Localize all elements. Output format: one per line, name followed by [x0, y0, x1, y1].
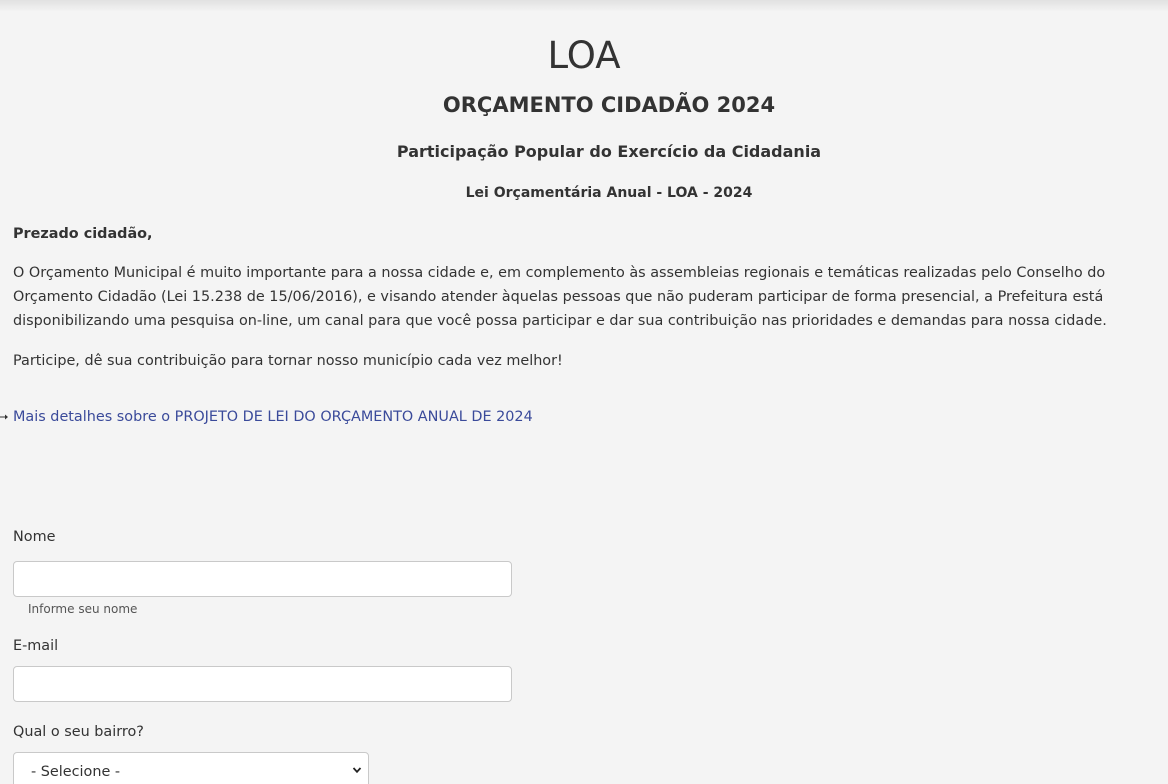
chevron-down-icon — [352, 765, 362, 775]
page-subtitle-participation: Participação Popular do Exercício da Cidadania — [396, 142, 822, 161]
email-input[interactable] — [13, 666, 512, 702]
link-arrow-icon — [0, 414, 8, 420]
page-subtitle: ORÇAMENTO CIDADÃO 2024 — [442, 93, 776, 117]
call-to-action-text: Participe, dê sua contribuição para tornar nosso município cada vez melhor! — [13, 353, 563, 369]
email-label: E-mail — [13, 638, 59, 654]
page-subtitle-law: Lei Orçamentária Anual - LOA - 2024 — [465, 185, 753, 201]
top-shadow — [0, 0, 1168, 12]
neighborhood-selected-value: - Selecione - — [31, 764, 121, 780]
neighborhood-select[interactable] — [13, 752, 369, 784]
neighborhood-label: Qual o seu bairro? — [13, 724, 144, 740]
page-title: LOA — [547, 34, 621, 77]
greeting-text: Prezado cidadão, — [13, 226, 153, 242]
name-help-text: Informe seu nome — [28, 602, 138, 616]
name-input[interactable] — [13, 561, 512, 597]
intro-paragraph: O Orçamento Municipal é muito importante para a nossa cidade e, em complemento às assembleias regionais e temáticas realizadas pelo Conselho do Orçamento Cidadão (Lei 15.238 de 15/06/2016), e visando atender àquelas pessoas que não puderam participar de forma presencial, a Prefeitura está disponibilizando uma pesquisa on-line, um canal para que você possa participar e dar sua contribuição nas prioridades e demandas para nossa cidade. — [13, 265, 1107, 329]
budget-project-details-link[interactable]: Mais detalhes sobre o PROJETO DE LEI DO ORÇAMENTO ANUAL DE 2024 — [13, 409, 533, 425]
name-label: Nome — [13, 529, 56, 545]
